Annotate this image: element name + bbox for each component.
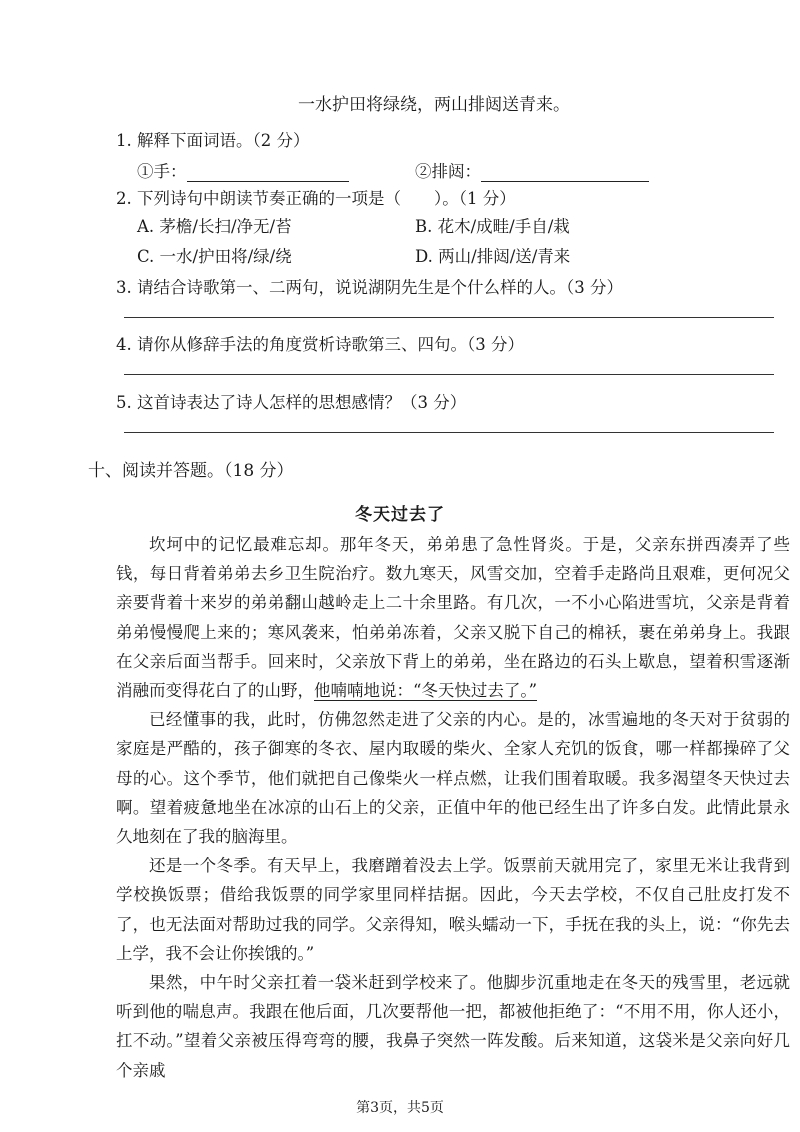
underlined-sentence: 他喃喃地说：“冬天快过去了。” [314, 681, 538, 701]
q1-item-b-blank[interactable] [481, 181, 649, 182]
poem-line: 一水护田将绿绕，两山排闼送青来。 [298, 95, 570, 115]
q3-answer-line[interactable] [124, 317, 774, 318]
page-footer: 第3页，共5页 [356, 1100, 444, 1116]
passage-paragraph-4: 果然，中午时父亲扛着一袋米赶到学校来了。他脚步沉重地走在冬天的残雪里，老远就听到他的喘息声。我跟在他后面，几次要帮他一把，都被他拒绝了：“不用不用，你人还小，扛不动。”望着父亲被压得弯弯的腰，我鼻子突然一阵发酸。后来知道，这袋米是父亲向好几个亲戚 [116, 973, 790, 1080]
section-heading: 十、阅读并答题。（18 分） [88, 461, 294, 481]
q1-item-a-blank[interactable] [187, 181, 349, 182]
passage-body [116, 530, 790, 1085]
q2-option-a: A. 茅檐/长扫/净无/苔 [137, 217, 292, 236]
passage-paragraph-3: 还是一个冬季。有天早上，我磨蹭着没去上学。饭票前天就用完了，家里无米让我背到学校换饭票；借给我饭票的同学家里同样拮据。因此，今天去学校，不仅自己肚皮打发不了，也无法面对帮助过我的同学。父亲得知，喉头蠕动一下，手抚在我的头上，说：“你先去上学，我不会让你挨饿的。” [116, 856, 790, 963]
q1-item-a-label: ①手： [137, 162, 187, 181]
question-2: 2. 下列诗句中朗读节奏正确的一项是（ ）。（1 分） [116, 189, 516, 208]
question-3: 3. 请结合诗歌第一、二两句，说说湖阴先生是个什么样的人。（3 分） [116, 278, 623, 297]
q2-option-c: C. 一水/护田将/绿/绕 [137, 247, 292, 266]
paragraph-1-text: 坎坷中的记忆最难忘却。那年冬天，弟弟患了急性肾炎。于是，父亲东拼西凑弄了些钱，每日背着弟弟去乡卫生院治疗。数九寒天，风雪交加，空着手走路尚且艰难，更何况父亲要背着十来岁的弟弟翻山越岭走上二十余里路。有几次，一不小心陷进雪坑，父亲是背着弟弟慢慢爬上来的；寒风袭来，怕弟弟冻着，父亲又脱下自己的棉袄，裹在弟弟身上。我跟在父亲后面当帮手。回来时，父亲放下背上的弟弟，坐在路边的石头上歇息，望着积雪逐渐消融而变得花白了的山野， [116, 535, 790, 701]
q1-item-b [415, 158, 649, 182]
passage-title: 冬天过去了 [355, 505, 445, 525]
q1-item-b-label: ②排闼： [415, 162, 481, 181]
passage-paragraph-1 [116, 530, 790, 705]
question-1: 1. 解释下面词语。（2 分） [116, 131, 310, 150]
q2-option-d: D. 两山/排闼/送/青来 [415, 247, 571, 266]
q1-item-a [137, 158, 349, 182]
passage-paragraph-2: 已经懂事的我，此时，仿佛忽然走进了父亲的内心。是的，冰雪遍地的冬天对于贫弱的家庭是严酷的，孩子御寒的冬衣、屋内取暖的柴火、全家人充饥的饭食，哪一样都操碎了父母的心。这个季节，他们就把自己像柴火一样点燃，让我们围着取暖。我多渴望冬天快过去啊。望着疲惫地坐在冰凉的山石上的父亲，正值中年的他已经生出了许多白发。此情此景永久地刻在了我的脑海里。 [116, 710, 790, 847]
q5-answer-line[interactable] [124, 432, 774, 433]
q4-answer-line[interactable] [124, 374, 774, 375]
question-4: 4. 请你从修辞手法的角度赏析诗歌第三、四句。（3 分） [116, 335, 524, 354]
q2-option-b: B. 花木/成畦/手自/栽 [415, 217, 570, 236]
question-5: 5. 这首诗表达了诗人怎样的思想感情？（3 分） [116, 393, 467, 412]
